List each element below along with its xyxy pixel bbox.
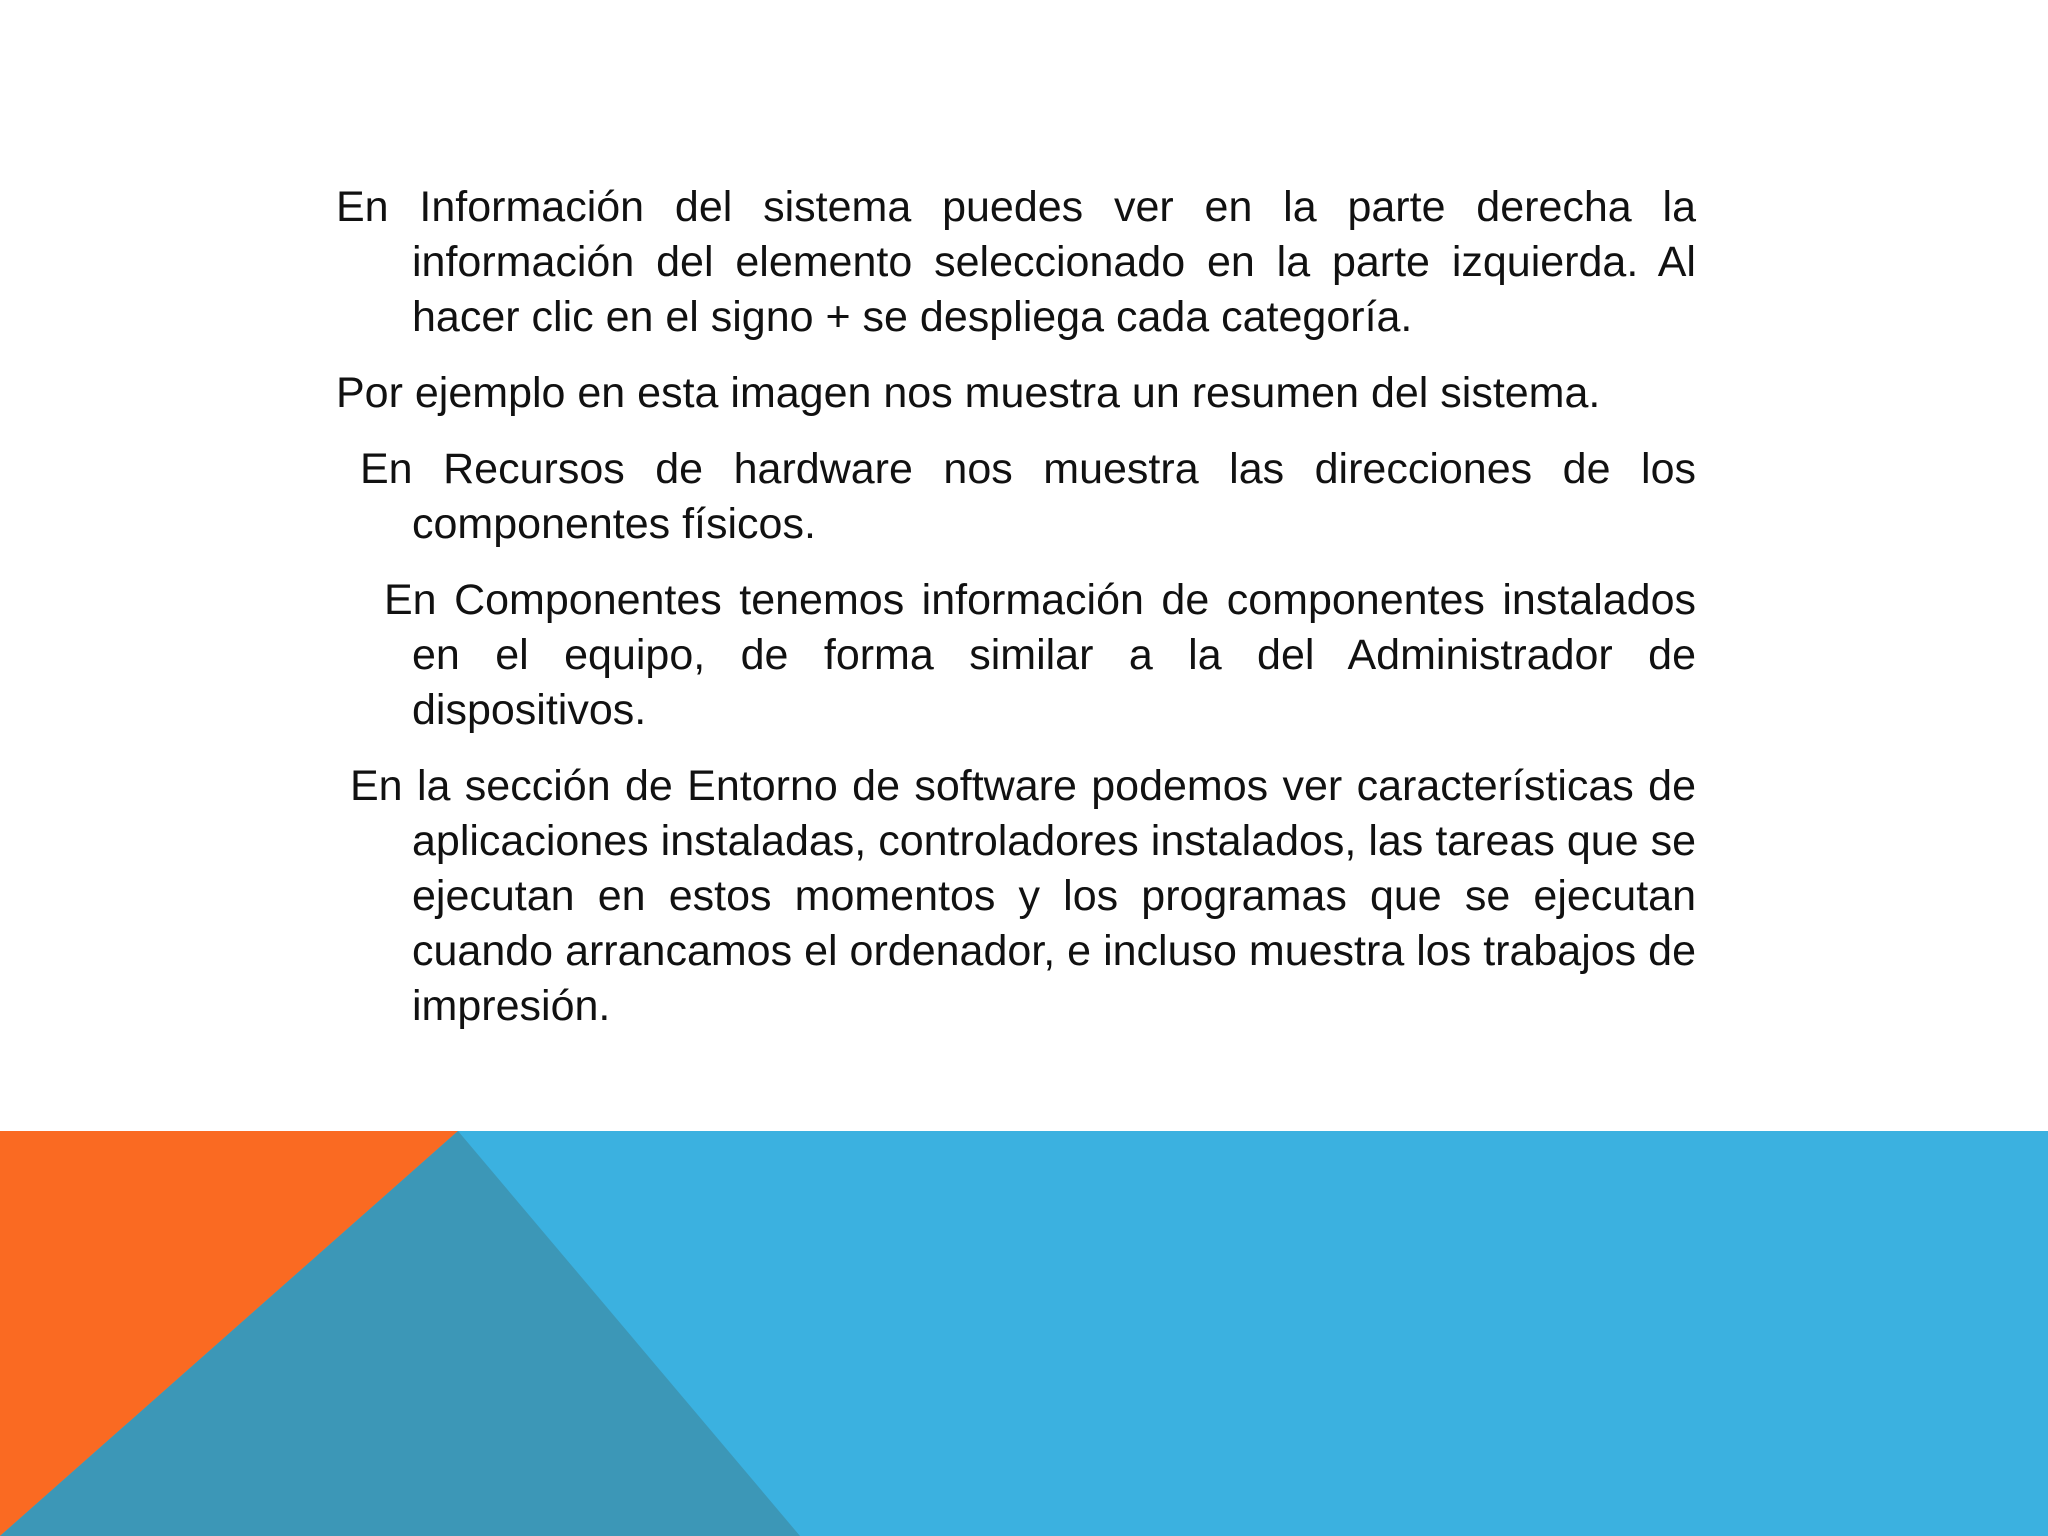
paragraph-ejemplo-resumen: Por ejemplo en esta imagen nos muestra un resumen del sistema.: [336, 369, 1601, 417]
decorative-footer-shapes: [0, 1131, 2048, 1536]
paragraph-recursos-hardware: En Recursos de hardware nos muestra las direcciones de los componentes físicos.: [360, 445, 1696, 548]
slide-body-text: [336, 180, 1696, 1055]
paragraph-informacion-sistema: En Información del sistema puedes ver en la parte derecha la información del elemento seleccionado en la parte izquierda. Al hacer clic en el signo + se despliega cada categoría.: [336, 183, 1696, 341]
paragraph-entorno-software: En la sección de Entorno de software podemos ver características de aplicaciones instaladas, controladores instalados, las tareas que se ejecutan en estos momentos y los programas que se ejecutan cuando arrancamos el ordenador, e incluso muestra los trabajos de impresión.: [350, 762, 1696, 1030]
paragraph-componentes: En Componentes tenemos información de componentes instalados en el equipo, de forma similar a la del Administrador de dispositivos.: [384, 576, 1696, 734]
